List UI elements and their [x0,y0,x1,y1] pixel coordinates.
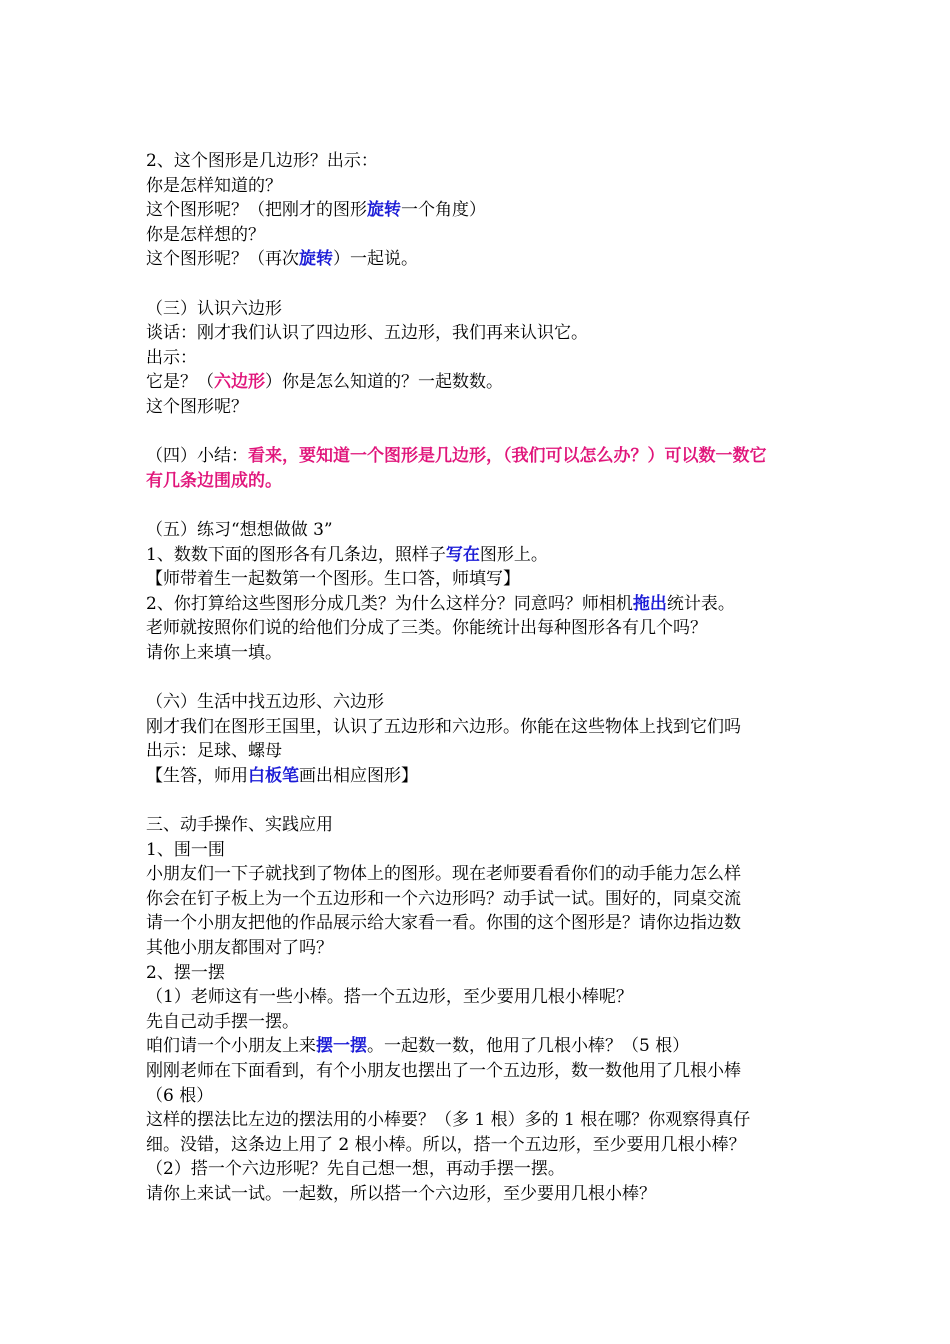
paragraph-line [146,247,826,272]
paragraph-line: （1）老师这有一些小棒。搭一个五边形，至少要用几根小棒呢？ [146,987,633,1008]
highlight-rotate: 旋转 [367,200,401,221]
paragraph-line: 细。没错，这条边上用了 2 根小棒。所以，搭一个五边形，至少要用几根小棒？ [146,1134,746,1155]
paragraph-line: 出示：足球、螺母 [146,741,282,762]
paragraph-line: 2、这个图形是几边形？出示： [146,151,378,171]
highlight-whiteboard-pen: 白板笔 [248,765,299,786]
summary-highlight: 看来，要知道一个图形是几边形，（我们可以怎么办？）可以数一数它 [248,446,767,467]
paragraph-line: 出示： [146,347,197,368]
section-heading: （五）练习“想想做做 3” [146,519,333,540]
paragraph-line: 你是怎样想的？ [146,224,265,245]
paragraph-line [146,370,826,395]
summary-label: （四）小结： [146,446,248,467]
document-body [146,149,826,1207]
text-run: ）一起说。 [333,249,418,270]
highlight-drag: 拖出 [632,593,667,614]
blank-line [146,272,826,297]
section-heading: 三、动手操作、实践应用 [146,815,333,836]
blank-line [146,420,826,445]
text-run: 一个角度） [401,200,486,221]
text-run: 统计表。 [666,593,735,614]
text-run: 图形上。 [479,544,548,565]
text-run: 。一起数一数，他用了几根小棒？（5 根） [367,1036,690,1057]
paragraph-line: 2、摆一摆 [146,962,225,983]
paragraph-line: 请你上来试一试。一起数，所以搭一个六边形，至少要用几根小棒？ [146,1183,656,1204]
text-run: 咱们请一个小朋友上来 [146,1036,316,1057]
paragraph-line [146,764,826,789]
blank-line [146,788,826,813]
paragraph-line: 谈话：刚才我们认识了四边形、五边形，我们再来认识它。 [146,323,588,344]
section-heading: （六）生活中找五边形、六边形 [146,692,384,713]
text-run: 画出相应图形】 [299,765,418,786]
paragraph-line: 小朋友们一下子就找到了物体上的图形。现在老师要看看你们的动手能力怎么样 [146,864,741,885]
paragraph-line [146,1034,826,1059]
text-run: 它是？（ [146,372,214,393]
text-run: ）你是怎么知道的？一起数数。 [265,372,503,393]
text-run: 1、数数下面的图形各有几条边，照样子 [146,544,446,565]
paragraph-line [146,543,826,568]
text-run: 这个图形呢？（把刚才的图形 [146,200,367,221]
paragraph-line: 请一个小朋友把他的作品展示给大家看一看。你围的这个图形是？请你边指边数 [146,913,741,934]
paragraph-line: 这个图形呢？ [146,396,248,417]
paragraph-line: 其他小朋友都围对了吗？ [146,938,333,958]
paragraph-line: 【师带着生一起数第一个图形。生口答，师填写】 [146,569,520,590]
paragraph-line: 老师就按照你们说的给他们分成了三类。你能统计出每种图形各有几个吗？ [146,618,707,639]
text-run: 【生答，师用 [146,765,248,786]
paragraph-line: 1、围一围 [146,839,225,860]
highlight-write: 写在 [445,544,480,565]
paragraph-line: 刚刚老师在下面看到，有个小朋友也摆出了一个五边形，数一数他用了几根小棒 [146,1060,741,1081]
highlight-arrange: 摆一摆 [316,1036,367,1057]
blank-line [146,665,826,690]
paragraph-line [146,592,826,617]
paragraph-line: （2）搭一个六边形呢？先自己想一想，再动手摆一摆。 [146,1159,565,1180]
paragraph-line: 这样的摆法比左边的摆法用的小棒要？（多 1 根）多的 1 根在哪？你观察得真仔 [146,1110,751,1131]
paragraph-line [146,198,826,223]
text-run: 这个图形呢？（再次 [146,249,299,270]
paragraph-line: （6 根） [146,1085,214,1106]
paragraph-line: 你是怎样知道的？ [146,175,282,196]
summary-highlight: 有几条边围成的。 [146,470,282,491]
text-run: 2、你打算给这些图形分成几类？为什么这样分？同意吗？师相机 [146,593,633,614]
blank-line [146,493,826,518]
highlight-hexagon: 六边形 [214,372,265,393]
section-heading: （三）认识六边形 [146,298,282,319]
paragraph-line: 刚才我们在图形王国里，认识了五边形和六边形。你能在这些物体上找到它们吗 [146,716,741,737]
summary-line [146,444,826,469]
highlight-rotate: 旋转 [299,249,333,270]
paragraph-line: 你会在钉子板上为一个五边形和一个六边形吗？动手试一试。围好的，同桌交流 [146,888,741,909]
paragraph-line: 先自己动手摆一摆。 [146,1011,299,1032]
paragraph-line: 请你上来填一填。 [146,642,282,663]
